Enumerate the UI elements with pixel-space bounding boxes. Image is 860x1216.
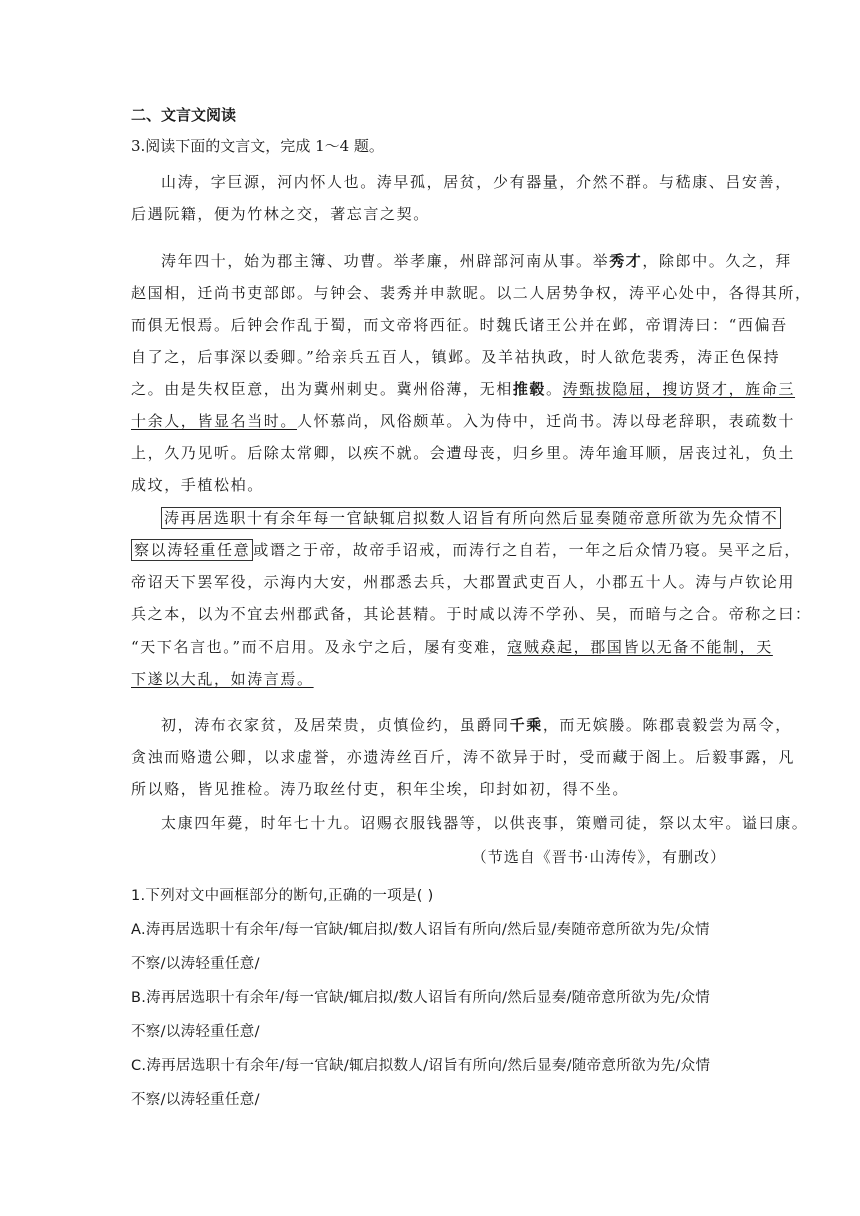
passage-line (161, 250, 792, 271)
option-a-line: 不察/以涛轻重任意/ (131, 956, 260, 972)
text-segment: 之。由是失权臣意，出为冀州刺史。冀州俗薄，无相 (131, 380, 513, 398)
source-citation: （节选自《晋书·山涛传》，有删改） (471, 848, 726, 866)
text-segment: ，除郎中。久之，拜 (642, 252, 792, 270)
boxed-passage: 涛再居选职十有余年每一官缺辄启拟数人诏旨有所向然后显奏随帝意所欲为先众情不 (161, 507, 781, 529)
option-c-line: C.涛再居选职十有余年/每一官缺/辄启拟数人/诏旨有所向/然后显奏/随帝意所欲为先/众情 (131, 1058, 711, 1074)
passage-line: 太康四年薨，时年七十九。诏赐衣服钱器等，以供丧事，策赠司徒，祭以太牢。谥曰康。 (161, 814, 809, 832)
underlined-sentence: 涛甄拔隐屈，搜访贤才，旌命三 (562, 380, 796, 398)
option-c-line: 不察/以涛轻重任意/ (131, 1092, 260, 1108)
passage-line: 而俱无恨焉。后钟会作乱于蜀，而文帝将西征。时魏氏诸王公并在邺，帝谓涛曰：“西偏吾 (131, 316, 788, 334)
passage-line (161, 507, 781, 528)
option-a-line: A.涛再居选职十有余年/每一官缺/辄启拟/数人诏旨有所向/然后显/奏随帝意所欲为先/众情 (131, 922, 710, 938)
text-segment: 人怀慕尚，风俗颇革。入为侍中，迁尚书。涛以母老辞职，表疏数十 (297, 412, 796, 430)
option-b-line: 不察/以涛轻重任意/ (131, 1024, 260, 1040)
passage-line: 赵国相，迁尚书吏部郎。与钟会、裴秀并申款昵。以二人居势争权，涛平心处中，各得其所， (131, 284, 812, 302)
text-segment: 涛年四十，始为郡主簿、功曹。举孝廉，州辟部河南从事。举 (161, 252, 610, 270)
bold-term: 推毂 (512, 380, 547, 398)
question-intro: 3.阅读下面的文言文，完成 1～4 题。 (131, 137, 384, 155)
underlined-sentence: 寇贼猋起，郡国皆以无备不能制，天 (507, 638, 773, 656)
passage-line: 成坟，手植松柏。 (131, 476, 264, 494)
passage-line (131, 539, 801, 560)
passage-line: 所以赂，皆见推检。涛乃取丝付吏，积年尘埃，印封如初，得不坐。 (131, 780, 630, 798)
passage-line: 兵之本，以为不宜去州郡武备，其论甚精。于时咸以涛不学孙、吴，而暗与之合。帝称之曰： (131, 605, 812, 623)
passage-line: 上，久乃见听。后除太常卿，以疾不就。会遭母丧，归乡里。涛年逾耳顺，居丧过礼，负土 (131, 444, 796, 462)
text-segment: 初，涛布衣家贫，及居荣贵，贞慎俭约，虽爵同 (161, 716, 510, 734)
passage-line: 贪浊而赂遗公卿，以求虚誉，亦遗涛丝百斤，涛不欲异于时，受而藏于阁上。后毅事露，凡 (131, 748, 796, 766)
boxed-passage: 察以涛轻重任意 (131, 539, 253, 561)
section-title: 二、文言文阅读 (131, 106, 237, 124)
passage-line (131, 636, 773, 657)
passage-line: 后遇阮籍，便为竹林之交，著忘言之契。 (131, 205, 430, 223)
underlined-sentence: 十余人，皆显名当时。 (131, 412, 298, 430)
underlined-sentence: 下遂以大乱，如涛言焉。 (131, 670, 314, 688)
passage-line: 山涛，字巨源，河内怀人也。涛早孤，居贫，少有器量，介然不群。与嵇康、吕安善， (161, 173, 792, 191)
passage-line: 自了之，后事深以委卿。”给亲兵五百人，镇邺。及羊祜执政，时人欲危裴秀，涛正色保持 (131, 348, 781, 366)
passage-line: 帝诏天下罢军役，示海内大安，州郡悉去兵，大郡置武吏百人，小郡五十人。涛与卢钦论用 (131, 573, 796, 591)
bold-term: 秀才 (609, 252, 643, 270)
passage-line (161, 714, 792, 735)
bold-term: 千乘 (509, 716, 543, 734)
text-segment: 或谮之于帝，故帝手诏戒，而涛行之自若，一年之后众情乃寝。吴平之后， (253, 541, 802, 559)
text-segment: ，而无嫔媵。陈郡袁毅尝为鬲令， (542, 716, 792, 734)
passage-line (131, 410, 795, 431)
passage-line (131, 668, 314, 689)
option-b-line: B.涛再居选职十有余年/每一官缺/辄启拟/数人诏旨有所向/然后显奏/随帝意所欲为先/众情 (131, 990, 711, 1006)
passage-line (131, 378, 795, 399)
text-segment: 。 (546, 380, 563, 398)
question-stem: 1.下列对文中画框部分的断句,正确的一项是( ) (131, 888, 434, 904)
text-segment: “天下名言也。”而不启用。及永宁之后，屡有变难， (131, 638, 508, 656)
